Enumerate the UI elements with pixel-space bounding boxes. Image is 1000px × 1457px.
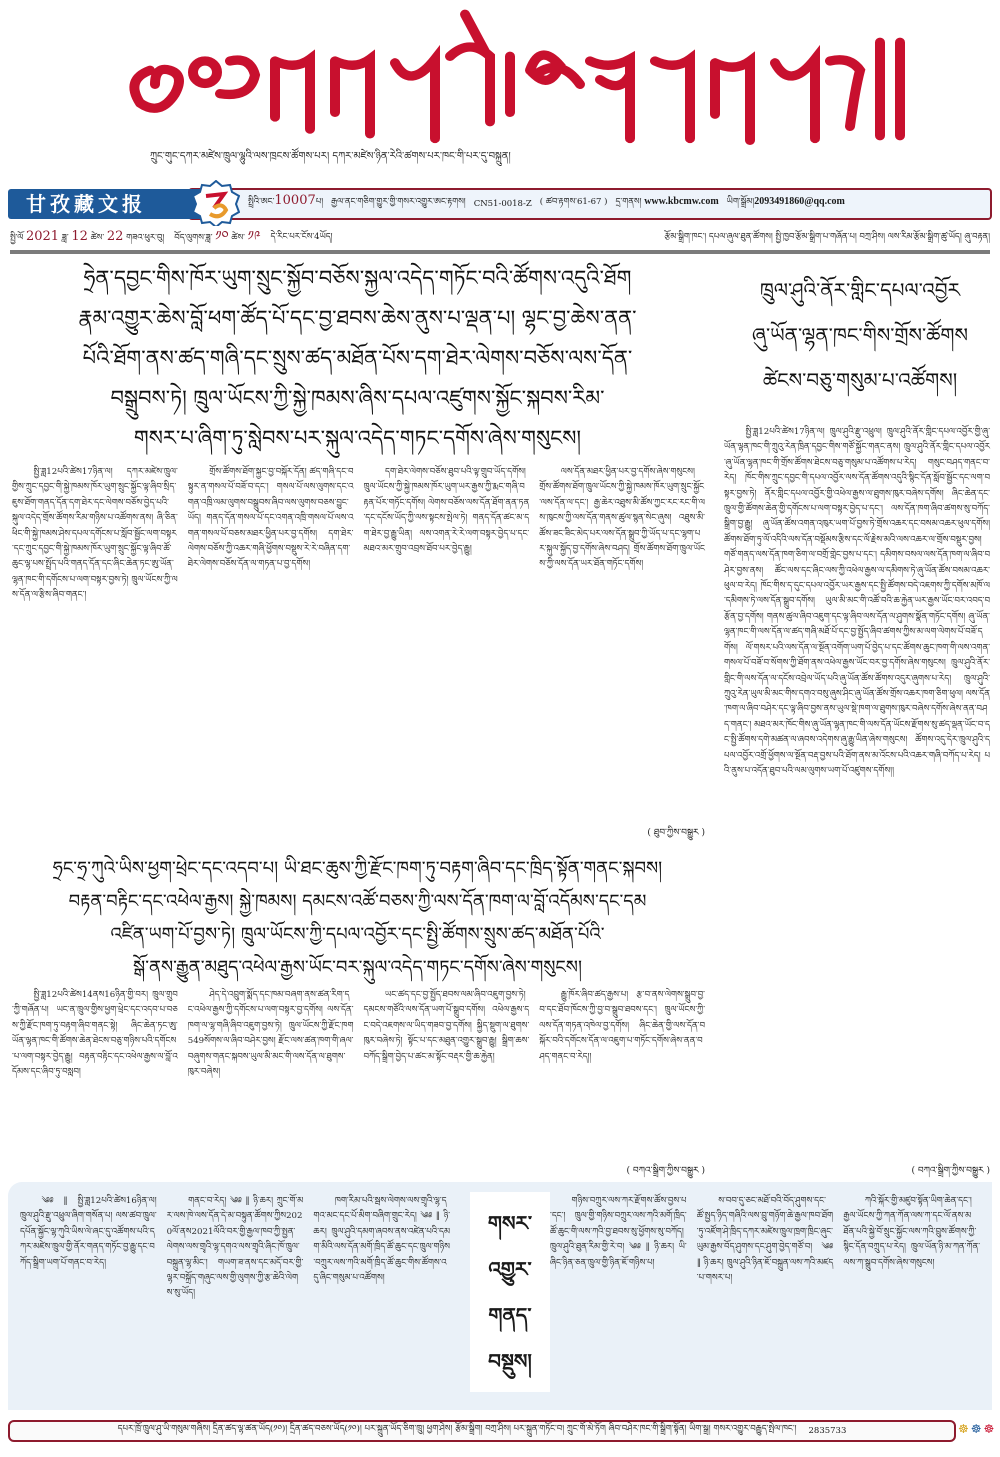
footer-bar	[8, 1420, 956, 1442]
story-3-body	[724, 425, 990, 1155]
story-1-column: ལས་དོན་མཐར་ཕྱིན་པར་བྱ་དགོས་ཞེས་གསུངས། གྲོས་ཚོགས་ཐོག་ཁྲུལ་ཡོངས་ཀྱི་སྐྱེ་ཁམས་ཁོར་ཡུག་སྲུང་སྐྱོང་ལས་དོན་ལ་དང་། རྒྱ་ཆེར་འཐུས་མི་ཚོས་ཀྱང་རང་རང་གི་ལས་ཁུངས་ཀྱི་ལས་དོན་གནས་ཚུལ་སྙན་སེང་ཞུས། འཐུས་མི་ཚོས་ཟང་ཟིང་མེད་པར་ལས་དོན་སྒྲུབ་ཀྱི་ཡོད་པ་དང་ལྷག་པར་སྐུལ་སྐྱོད་བྱ་དགོས་ཞེས་བཤད། གྲོས་ཚོགས་ཐོག་ཁྲུལ་ཡོངས་ཀྱི་ལས་དོན་ཡར་ཐོན་གཏོང་དགོས།	[539, 467, 705, 570]
endless-knot-icon: ☸	[970, 1422, 982, 1436]
endless-knot-icon: ☸	[983, 1422, 995, 1436]
postal-code: སྤྲིའི་ཨང་10007པ།	[248, 192, 324, 208]
editors-line: རྩོམ་སྒྲིག་ཁང་། དཔལ་ཞུལ་ཐུན་ཚོགས། སྤྱི་ཁྱབ་རྩོམ་སྒྲིག་པ་གཞོན་པ། བཀྲ་ཤིས། ལས་རིམ་རྩོམ་སྒྲིག་ཚུ་ཡོད། ཞུ་བརྟན།	[664, 232, 990, 242]
issue-range: ( ཚབ་རྟགས་61-67 )	[539, 196, 608, 207]
publication-label: རྒྱལ་ནང་གཅིག་གྱུར་གྱི་གསར་འགྱུར་ཨང་རྟགས།	[331, 196, 466, 207]
masthead-motto: ཀྲུང་གུང་དཀར་མཛེས་ཁྲུལ་ལྷུའི་ལས་ཁྲངས་ཚོགས་པར། དཀར་མཛེས་ཉིན་རེའི་ཚགས་པར་ཁང་གི་པར་དུ་བསྐྲུན།	[150, 150, 710, 164]
story-1-headline[interactable]: ཧྲེན་དབྱང་གིས་ཁོར་ཡུག་སྲུང་སྐྱོབ་བཅོས་སྐྱལ་འདེད་གཏོང་བའི་ཚོགས་འདུའི་ཐོག རྣམ་འགྱུར་ཆེས་བློ་ཕག་ཚོད་པོ་དང་བྱ་ཐབས་ཆེས་ནུས་པ་ལྡན་པ། ལྷང་བྱ་ཆེས་ནན་ པོའི་ཐོག་ནས་ཚད་གཞི་དང་སྲུས་ཚད་མཐོན་པོས་དག་ཐེར་ལེགས་བཅོས་ལས་དོན་ བསྒྲུབས་ཏེ། ཁྲུལ་ཡོངས་ཀྱི་སྐྱེ་ཁམས་ཞིས་དཔལ་འཛུགས་སྐྱོང་སྐབས་རིམ་ གསར་པ་ཞིག་ཏུ་སླེབས་པར་སྐུལ་འདེད་གཏང་དགོས་ཞེས་གསུངས།	[78, 266, 637, 450]
story-2-column: ཡང་ཚད་དང་བྱ་སྤྱོད་ཐབས་ལམ་ཞིབ་འཇུག་བྱས་ཏེ། དམངས་གཙོའི་ལས་དོན་ཡག་པོ་སྒྲུབ་དགོས། འཕེལ་རྒྱས་དང་བདེ་འཇགས་ལ་ཡིད་གཟབ་བྱ་དགོས། སྐྱིད་སྡུག་ལ་ཐུགས་ཁུར་བཞེས་ཏེ། སྟོང་པ་དང་མཐུན་འགྱུར་སྒྲུབ་རྒྱུ། སྒྲིག་ཆས་བཀོད་སྒྲིག་བྱེད་པ་ཚང་མ་སྟོང་བརྡར་གྱི་ཆ་རྐྱེན།	[363, 990, 530, 1062]
news-briefs-title: གསར་ འགྱུར་ གནད་ བསྡུས།	[470, 1192, 550, 1392]
story-2-body	[12, 988, 705, 1158]
story-1-body	[12, 465, 705, 820]
gregorian-date: སྤྱི་ལོ 2021 ཟླ་ 12 ཚེས་ 22 གཟའ་ཕུར་བུ།	[10, 228, 165, 244]
brief-column: ས་བབ་དུ་ཅང་མཐོ་བའི་བོད་ཤུགས་དང་ཚོ་སྤྱད་ཉིད་གཞིའི་ལས་བྲུ་གཉོག་ཆེ་རྒྱལ་ཁབ་ཐོག་ཏུ་འཛོག་ཤེ་ཁྲིད་དཀར་མཛེས་ཁྲུལ་ཁྲག་ཁྲིང་ཞུང་ཡུམ་རྒྱས་བོད་ཤུགས་དང་ཤུག་བྱེད་གཙོ་བ། ༄༅ ‖ ཉི་ཆར། ཁྲུལ་ཤུའི་ཉིན་ཇོ་བསྐྲུན་ལས་ཀའི་མཛད་པ་གསར་པ།	[696, 1196, 834, 1284]
cn-number: CN51-0018-Z	[473, 199, 532, 209]
masthead-banner	[8, 186, 992, 222]
tibetan-calligraphy-title	[110, 5, 910, 145]
story-1-column: སྤྱི་ཟླ12པའི་ཚེས17ཉིན་ལ། དཀར་མཛེས་ཁྲུལ་གྱིས་ཀྲུང་དབྱང་གི་སྐྱེ་ཁམས་ཁོར་ཡུག་སྲུང་སྐྱོང་ལྟ་ཞིབ་སྲིད་ཇུས་ཐོག་གནད་དོན་དག་ཐེར་དང་ལེགས་བཅོས་བྱེད་པའི་སྐུལ་འདེད་གྲོས་ཚོགས་རིམ་གཉིས་པ་འཚོགས་ནས། ཞི་ཅིན་ཕིང་གི་སྐྱེ་ཁམས་ཤེས་དཔལ་དགོངས་པ་སློབ་སྦྱོང་ལག་བསྟར་དང་ཀྲུང་དབྱང་གི་སྐྱེ་ཁམས་ཁོར་ཡུག་སྲུང་སྐྱོང་ལྟ་ཞིབ་ཚོ་ཆུང་ལྷ་པས་སྤྲོད་པའི་གནད་དོན་དང་ཞིང་ཆེན་ཏང་ཨུ་ཡོན་ལྷན་ཁང་གི་དགོངས་པ་ལག་བསྟར་བྱས་ཏེ། ཁྲུལ་ཡོངས་ཀྱི་ལས་དོན་ལ་རྩིས་ཞིབ་གནང་།	[12, 467, 178, 601]
header-rule	[10, 250, 990, 254]
chinese-newspaper-name: 甘孜藏文报	[8, 189, 208, 219]
story-2-credit: ( བཀའ་སྒྲིག་ཀྱིས་བསྒྱུར )	[626, 1166, 705, 1176]
story-2-column: ཤེད་དེ་འབྲུག་སྨོད་དང་ཁམ་བཞག་ནས་ཚན་རིག་དང་འཕེལ་རྒྱས་ཀྱི་དགོངས་པ་ལག་བསྟར་བྱ་དགོས། ལས་དོན་ཁག་ལ་ལྷ་གཞི་ཞིབ་འཇུག་བྱས་ཏེ། ཁྲུལ་ཡོངས་ཀྱི་རྫོང་ཁག549སོགས་ལ་ཞིབ་བཤེར་བྱས། རྫོང་ལས་ཚན་ཁག་གི་ཞལ་བཞུགས་གནང་སྐབས་ཡུལ་མི་མང་གི་ལས་དོན་ལ་ཐུགས་ཁུར་བཞེས།	[187, 990, 354, 1078]
story-2-headline[interactable]: ཧྲང་ཧྲ་ཀུའེ་ཡིས་ཕྱག་ཕྲེང་དང་འདབ་པ། ཡི་ཐང་ཆུས་ཀྱི་རྫོང་ཁག་ཏུ་བརྟག་ཞིབ་དང་ཁྲིད་སྟོན་གནང་སྐབས། བརྟན་བརྟིང་དང་འཕེལ་རྒྱས། སྐྱེ་ཁམས། དམངས་འཚོ་བཅས་ཀྱི་ལས་དོན་ཁག་ལ་བློ་འདོམས་དང་དམ འཛིན་ཡག་པོ་བྱས་ཏེ། ཁྲུལ་ཡོངས་ཀྱི་དཔལ་འབྱོར་དང་སྤྱི་ཚོགས་སྲུས་ཚད་མཐོན་པོའི་ སྒོ་ནས་རྒྱུན་མཐུད་འཕེལ་རྒྱས་ཡོང་བར་སྐུལ་འདེད་གཏང་དགོས་ཞེས་གསུངས།	[52, 858, 663, 978]
footer-ornaments	[958, 1422, 994, 1436]
brief-column: གཉིས་བཀྲུར་ལས་ཀར་རྫོགས་ཚོས་བྱས་པ་དང་། ཁྲུལ་གྱི་གཉིས་བཀྲུར་ལས་ཀའི་མགོ་ཁྲིད་ཚོ་ཆུང་གི་ལས་ཀའི་བྱ་ཐབས་སུ་ཕྱོགས་སུ་བཀོད། ཁྲུལ་ཤུའི་ཐུན་རིམ་གྱི་རེ་བ། ༄༅ ‖ ཉི་ཆར། ཡི་ཞིང་ཉིན་ཅན་ཁྲུལ་གྱི་ཉིན་ཇོ་གཉིས་པ།	[550, 1196, 687, 1268]
brief-column: ༄༅ ‖ སྤྱི་ཟླ12པའི་ཚེས16ཉིན་ལ། ཁྲུལ་ཤུའི་རྫུ་འཕྲུལ་ཞིག་གསོན་པ། ལས་ཚབ་ཁྲུལ་དཔོན་སྐྱོང་ལྷ་ཀུའི་ཡིས་ལེ་ཞང་དུ་འཚོགས་པའི་དཀར་མཛེས་ཁྲུལ་གྱི་ནོར་གནད་གཏོང་བྱ་རྒྱུ་དང་བཀོད་སྒྲིག་ཡག་པོ་གནང་བ་རེད།	[20, 1196, 157, 1268]
tibetan-date: བོད་ལུགས་ཟླ་ ༡༠ ཚེས་ ༡༩	[174, 228, 261, 244]
website[interactable]: དྲ་གནས། www.kbcmw.com	[615, 195, 719, 207]
story-1-column: གྲོས་ཚོགས་ཐོག་སྐྱང་བྱ་བསྐོར་དོན། ཚད་གཞི་དང་བསྟུར་ན་གསལ་པོ་བཟོ་བ་དང་། གསལ་པོ་ལས་ལུགས་དང་འགན་འཁྲི་ལམ་ལུགས་བསྒྲུབས་ཞིབ་ལས་ལུགས་བཅས་བྱུང་ཡོད། གནད་དོན་གསལ་པོ་དང་འགན་འཁྲི་གསལ་པོ་ལས་འགན་གསལ་པོ་བཅས་མཐར་ཕྱིན་པར་བྱ་དགོས། དག་ཐེར་ལེགས་བཅོས་ཀྱི་འཆར་གཞི་ཕྱོགས་བསྡུས་རེ་རེ་བཞིན་དག་ཐེར་ལེགས་བཅོས་དོན་ལ་གཏན་པ་བྱ་དགོས།	[187, 467, 354, 570]
page-count: དེ་རིང་པར་ངོས་4ཡོད།	[270, 232, 333, 242]
brief-column: ཀའི་སྐོར་གྱི་མཛུབ་སྟོན་ཡིག་ཆེན་དང་། རྒྱལ་ཡོངས་ཀྱི་ཀན་ཀོན་ལས་ཀ་དང་ལོ་ནས་མཐོན་པའི་སྐྱེ་བོ་སྲུང་སྐྱོང་ལས་ཀའི་བྲུས་ཚོགས་ཀྱི་སྙིང་དོན་བཀྲུད་པ་རེད། ཁྲུལ་ཡོན་ཉི་མ་ཀན་ཀོན་ལས་ཀ་སྒྲུབ་དགོས་ཞེས་གསུངས།	[843, 1196, 981, 1268]
story-3-column: སྤྱི་ཟླ12པའི་ཚེས17ཉིན་ལ། ཁྲུལ་ཤུའི་རྫུ་འཕྲུལ། ཁྲུལ་ཤུའི་ནོར་གླིང་དཔལ་འབྱོར་གྱི་ཞུ་ཡོན་ལྷན་ཁང་གི་ཀྲུའུ་རེན་ཁྲིན་དབྱང་གིས་གཙོ་སྐྱོང་གནང་ནས། ཁྲུལ་ཤུའི་ནོར་གླིང་དཔལ་འབྱོར་ཞུ་ཡོན་ལྷན་ཁང་གི་གྲོས་ཚོགས་ཐེངས་བཅུ་གསུམ་པ་འཚོགས་པ་རེད། གསུང་བཤད་གནང་བ་རེད། ཁོང་གིས་ཀྲུང་དབྱང་གི་དཔལ་འབྱོར་ལས་དོན་ཚོགས་འདུའི་སྙིང་དོན་སློབ་སྦྱོང་དང་ལག་བསྟར་བྱས་ཏེ། ནོར་གླིང་དཔལ་འབྱོར་གྱི་འཕེལ་རྒྱས་ལ་ཐུགས་ཁུར་བཞེས་དགོས། ཞིང་ཆེན་དང་ཁྲུལ་གྱི་ཚོགས་ཆེན་གྱི་དགོངས་པ་ལག་བསྟར་བྱེད་པ་དང་། ལས་དོན་ཁག་ཞིབ་ཚགས་སུ་བཀོད་སྒྲིག་བྱ་རྒྱུ། ཞུ་ཡོན་ཚོས་འགན་འཁུར་ཡག་པོ་བྱས་ཏེ་གྲོས་འཆར་དང་བསམ་འཆར་ཕུལ་དགོས། ཚོགས་ཐོག་ཏུ་ལོ་འདིའི་ལས་དོན་བསྡོམས་རྩིས་དང་ལོ་རྗེས་མའི་ལས་འཆར་ལ་གྲོས་བསྡུར་བྱས། གཙོ་གནད་ལས་དོན་ཁག་ཅིག་ལ་བགྲོ་གླེང་བྱས་པ་དང་། དམིགས་བསལ་ལས་དོན་ཁག་ལ་ཞིབ་བཤེར་བྱས་ནས། ཚོང་ལས་དང་ཞིང་ལས་ཀྱི་འཕེལ་རྒྱས་ལ་དམིགས་ཏེ་ཞུ་ཡོན་ཚོས་བསམ་འཆར་ཕུལ་བ་རེད། ཁོང་གིས་ད་དུང་དཔལ་འབྱོར་ཡར་རྒྱས་དང་སྤྱི་ཚོགས་བདེ་འཇགས་ཀྱི་དགོས་མཁོ་ལ་དམིགས་ཏེ་ལས་དོན་སྒྲུབ་དགོས། ཡུལ་མི་མང་གི་འཚོ་བའི་ཆ་རྐྱེན་ཡར་རྒྱས་ཡོང་བར་འབད་བརྩོན་བྱ་དགོས། གནས་ཚུལ་ཞིབ་འཇུག་དང་ལྟ་ཞིབ་ལས་དོན་ལ་ཤུགས་སྣོན་གཏོང་དགོས། ཞུ་ཡོན་ལྷན་ཁང་གི་ལས་དོན་ལ་ཚད་གཞི་མཐོ་པོ་དང་བྱ་སྤྱོད་ཞིབ་ཚགས་ཀྱིས་མ་ལག་ལེགས་པོ་བཟོ་དགོས། ལོ་གསར་པའི་ལས་དོན་ལ་སྔོན་འགོག་ཡག་པོ་བྱེད་པ་དང་ཚོགས་ཆུང་ཁག་གི་ལས་འགན་གསལ་པོ་བཟོ་བ་སོགས་ཀྱི་ཐོག་ནས་འཕེལ་རྒྱས་ཡོང་བར་བྱ་དགོས་ཞེས་གསུངས། ཁྲུལ་ཤུའི་ནོར་གླིང་གི་ལས་དོན་ལ་དངོས་འབྲེལ་ཡོད་པའི་ཞུ་ཡོན་ཚོས་ཚོགས་འདུར་ཞུགས་པ་རེད། ཁྲུལ་ཤུའི་ཀྲུའུ་རེན་ཡུལ་མི་མང་གིས་དགའ་བསུ་ཞུས་ཤིང་ཞུ་ཡོན་ཚོས་གྲོས་འཆར་ཁག་ཅིག་ཕུལ། ལས་དོན་ཁག་ལ་ཞིབ་བཤེར་དང་ལྟ་ཞིབ་བྱས་ནས་ཡུལ་སྡེ་ཁག་ལ་ཐུགས་ཁུར་བཞེས་དགོས་ཞེས་ནན་བཤད་གནང་། མཐའ་མར་ཁོང་གིས་ཞུ་ཡོན་ལྷན་ཁང་གི་ལས་དོན་ཡོངས་རྫོགས་སུ་ཚད་ལྡན་ཡོང་བ་དང་སྤྱི་ཚོགས་དགེ་མཚན་ལ་ཞབས་འདེགས་ཞུ་རྒྱུ་ཡིན་ཞེས་གསུངས། ཚོགས་འདུ་དེར་ཁྲུལ་ཤུའི་དཔལ་འབྱོར་འགྲོ་ཕྱོགས་ལ་སྔོན་བརྡ་བྱས་པའི་ཐོག་ནས་མ་འོངས་པའི་འཆར་གཞི་བཀོད་པ་རེད། པའི་ནུས་པ་འདོན་ཐུབ་པའི་ལམ་ལུགས་ཡག་པོ་འཛུགས་དགོས།།	[724, 427, 990, 776]
brief-column: གནང་བ་རེད། ༄༅ ‖ ཉི་ཆར། ཀྲུང་གོ་མར་ལས་ཁེ་ལས་དོན་དེ་མ་བསྟུན་ཚོགས་ཀྱིས2020ལོ་ནས2021ལོའི་བར་གྱི་རྒྱལ་ཁབ་ཀྱི་སྤྱན་ལེགས་ལས་གྲྭའི་ལྷ་དགའ་ལས་གྲྭའི་ཞིང་ཁོ་ཁྲུལ་བསྐྲུན་ལྷ་མིང་། གཡག་ཟ་ནས་དང་མདོ་བར་གྱི་ལྷར་བསྐྲོད་གཞུང་ལས་གྱི་ལུགས་ཀྱི་རྩ་ཆེའི་ལེགས་སུ་ཡོད།	[166, 1196, 304, 1299]
brief-column: ཁག་རིམ་པའི་སྦས་ལེགས་ལས་གྲྭའི་ལྷ་དགའ་མང་དང་པོ་མིག་བཞིག་གྲུང་རེད། ༄༅ ‖ ཉི་ཆར། ཁྲུལ་ཤུའི་དམག་ཞབས་ནས་འཛེན་པའི་དམག་མིའི་ལས་དོན་མགོ་ཁྲིད་ཚོ་ཆུང་དང་ཁྲུལ་གཉིས་བཀྲུར་ལས་ཀའི་མགོ་ཁྲིད་ཚོ་ཆུང་གིས་ཚོགས་འདུ་ཞིང་གསུམ་པ་འཚོགས།	[313, 1196, 451, 1284]
story-1-column: དག་ཐེར་ལེགས་བཅོས་ཐུབ་པའི་ལྟ་གྲུབ་ཡོད་དགོས། ཁྲུལ་ཡོངས་ཀྱི་སྐྱེ་ཁམས་ཁོར་ཡུག་ཡར་རྒྱས་ཀྱི་རྨང་གཞི་བརྟན་པོར་གཏོང་དགོས། ལེགས་བཅོས་ལས་དོན་ཐོག་ནན་ཏན་དང་དངོས་ཡོད་ཀྱི་ལས་སྟངས་སྤེལ་ཏེ། གནད་དོན་ཚང་མ་དག་ཐེར་བྱ་རྒྱུ་ཡིན། ལས་འགན་རེ་རེ་ལག་བསྟར་བྱེད་པ་དང་མཐའ་མར་གྲུབ་འབྲས་ཐོབ་པར་བྱེད་རྒྱུ།	[363, 467, 530, 555]
footer-phone: 2835733	[808, 1426, 847, 1436]
endless-knot-icon: ☸	[958, 1422, 969, 1436]
news-briefs-box	[8, 1182, 992, 1410]
dateline	[10, 226, 990, 248]
footer-text: དཔར་ཁྲོ་ཁྲུལ་ཤུ་ཡི་གསུམ་གཞིས། དྲིན་ཚད་ལྷ་ཚན་ཡོད(༡༠)། དྲིན་ཚད་བཅས་ཡོད(༡༠)། པར་སྐྲུན་ཡོད་ཅིག་ཁྲུ། ཕྱག་ཤེས། རྩོམ་སྒྲིག། བཀྲ་ཤིས། པར་སྐྲུན་གཏོང་བ། ཀྲུང་གོ་མེ་ཏོག ཞིབ་བཤེར་ཁང་གི་སྒྲིག་སྟོན། ཡིག་སྒྲ། གསར་འགྱུར་བརྒྱུད་སྤེལ་ཁང་།	[117, 1423, 797, 1434]
story-3-credit: ( བཀའ་སྒྲིག་ཀྱིས་བསྒྱུར )	[911, 1166, 990, 1176]
story-2-column: རྒྱུ་ཁོར་ཞིབ་ཚད་རྒྱས་པ། རྩ་བ་ནས་ལེགས་སྒྲུབ་བྱ་བ་དང་ཐོབ་ཁོངས་ཀྱི་བྱ་བ་སྒྲུབ་ཐབས་དང་། ཁྲུལ་ཡོངས་ཀྱི་ལས་དོན་གཏན་འཁེལ་བྱ་དགོས། ཞིང་ཆེན་གྱི་ལས་དོན་བསྐོར་བའི་དགོངས་དོན་ལ་འཇུག་པ་གཏོང་དགོས་ཞེས་ནན་བཤད་གནང་བ་རེད།།	[539, 990, 705, 1062]
story-3-headline[interactable]: ཁྲུལ་ཤུའི་ནོར་གླིང་དཔལ་འབྱོར ཞུ་ཡོན་ལྷན་ཁང་གིས་གྲོས་ཚོགས ཚེངས་བཅུ་གསུམ་པ་འཚོགས།	[751, 278, 969, 392]
75-anniversary-emblem-icon	[192, 180, 240, 228]
story-1-credit: ( ཐུབ་ཀྱིས་བསྒྱུར )	[647, 828, 705, 838]
email[interactable]: ཡིག་སྒྲོམ།2093491860@qq.com	[726, 195, 845, 207]
banner-info	[248, 190, 984, 218]
story-2-column: སྤྱི་ཟླ12པའི་ཚེས14ནས16ཉིན་གྱི་བར། ཁྲུལ་གྲུབ་ཀྱི་གཞོན་པ། ཡང་ན་ཁྲུལ་གྱིས་ཕྱག་ཕྲེང་དང་འདབ་པ་བཅས་ཀྱི་རྫོང་ཁག་ཏུ་བརྟག་ཞིབ་གནང་སྟེ། ཞིང་ཆེན་ཏང་ཨུ་ཡོན་ལྷན་ཁང་གི་ཚོགས་ཆེན་ཐེངས་བཅུ་གཉིས་པའི་དགོངས་པ་ལག་བསྟར་བྱེད་རྒྱུ། བརྟན་བརྟིང་དང་འཕེལ་རྒྱས་ལ་བློ་འདོམས་དང་ཞིབ་ཏུ་བསླབ།	[12, 990, 178, 1078]
masthead-logo	[110, 5, 910, 145]
